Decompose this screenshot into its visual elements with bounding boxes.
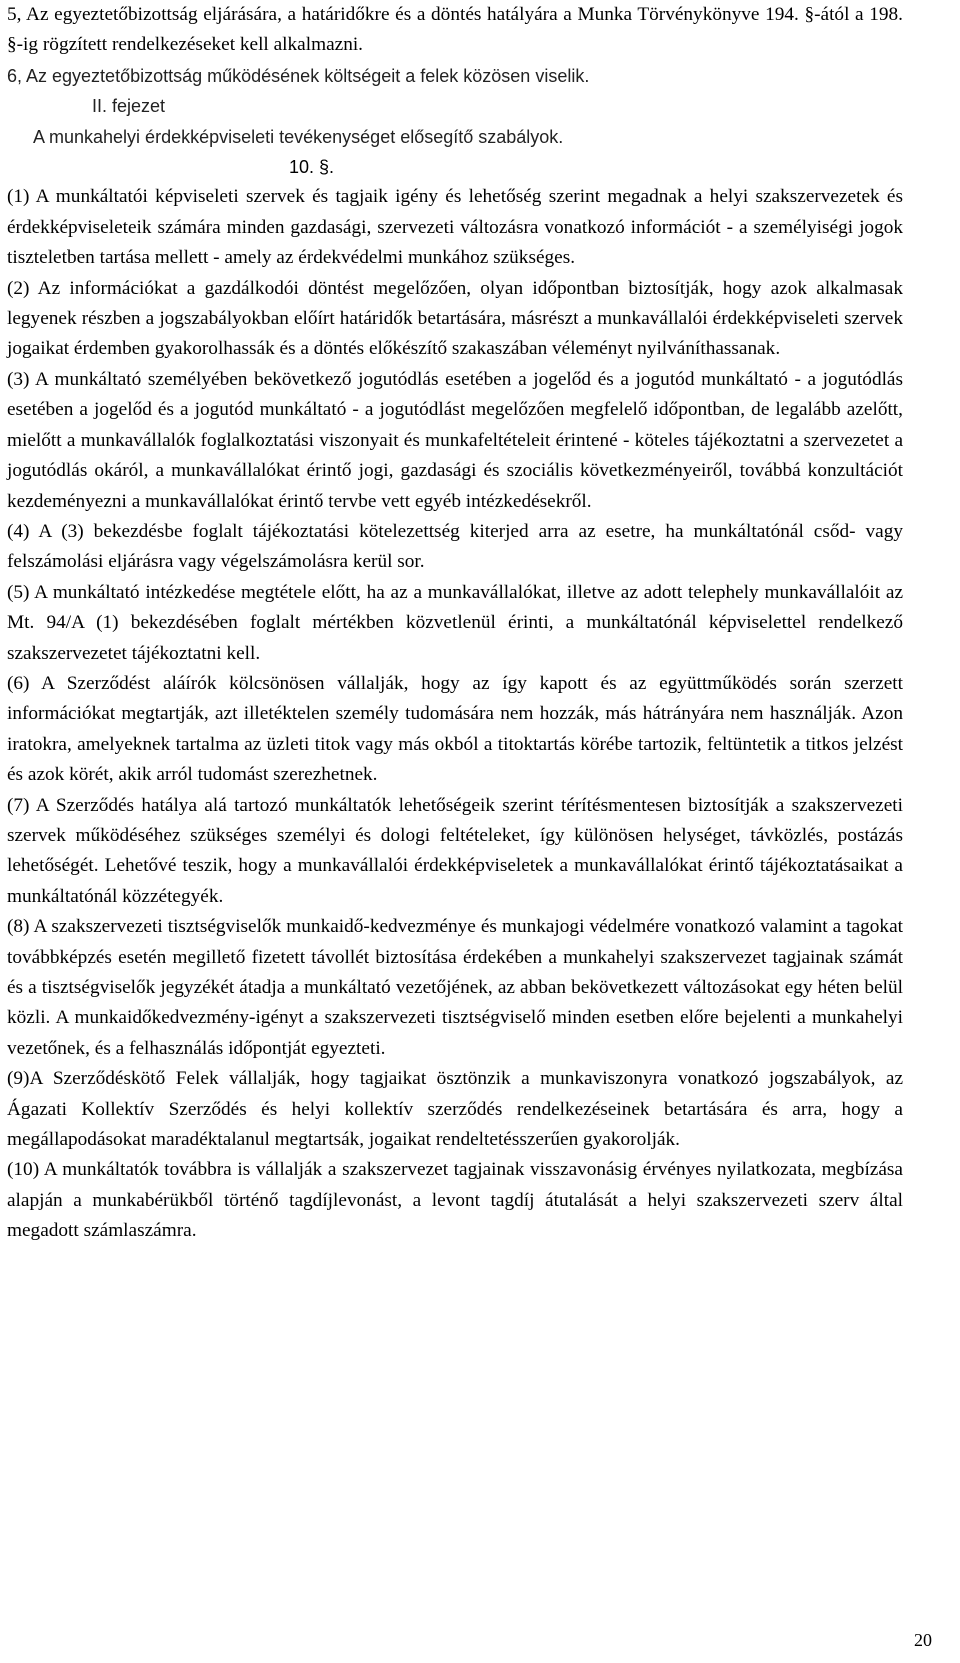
chapter-heading: II. fejezet <box>92 96 166 117</box>
paragraph-2: (2) Az információkat a gazdálkodói döntést megelőzően, olyan időpontban biztosítják, hogy azok alkalmasak legyenek részben a jogszabályokban előírt határidők betartására, másrészt a munkavállalói érdekképviseleti szervek jogaikat érdemben gyakorolhassák és a döntés előkészítő szakaszában véleményt nyilváníthassanak. <box>7 277 903 360</box>
paragraph-8: (8) A szakszervezeti tisztségviselők munkaidő-kedvezménye és munkajogi védelmére vonatkozó valamint a tagokat továbbképzés esetén megillető fizetett távollét biztosítása érdekében a munkahelyi szakszervezet tagjainak számát és a tisztségviselők jegyzékét átadja a munkáltató vezetőjének, az abban bekövetkezett változásokat egy héten belül közli. A munkaidőkedvezmény-igényt a szakszervezeti tisztségviselő minden esetben előre bejelenti a munkahelyi vezetőnek, és a felhasználás időpontját egyezteti. <box>7 916 903 1059</box>
paragraph-5: (5) A munkáltató intézkedése megtétele előtt, ha az a munkavállalókat, illetve az adott telephely munkavállalóit az Mt. 94/A (1) bekezdésében foglalt mértékben közvetlenül érinti, a munkáltatónál képviselettel rendelkező szakszervezetet tájékoztatni kell. <box>7 581 903 664</box>
paragraph-4: (4) A (3) bekezdésbe foglalt tájékoztatási kötelezettség kiterjed arra az esetre, ha munkáltatónál csőd- vagy felszámolási eljárásra vagy végelszámolásra kerül sor. <box>7 520 903 573</box>
paragraph-10: (10) A munkáltatók továbbra is vállalják a szakszervezet tagjainak visszavonásig érvényes nyilatkozata, megbízása alapján a munkabérükből történő tagdíjlevonást, a levont tagdíj átutalását a helyi szakszervezeti szerv által megadott számlaszámra. <box>7 1159 903 1242</box>
list-item-5: 5, Az egyeztetőbizottság eljárására, a határidőkre és a döntés hatályára a Munka Törvénykönyve 194. §-ától a 198. §-ig rögzített rendelkezéseket kell alkalmazni. <box>7 4 903 56</box>
paragraph-3: (3) A munkáltató személyében bekövetkező jogutódlás esetében a jogelőd és a jogutód munkáltató - a jogutódlás esetében a jogelőd és a jogutód munkáltató - a jogutódlást megelőzően megfelelő időpontban, de legalább azelőtt, mielőtt a munkavállalók foglalkoztatási viszonyait és munkafeltételeit érintené - köteles tájékoztatni a szervezetet a jogutódlás okáról, a munkavállalókat érintő jogi, gazdasági és szociális következményeiről, továbbá konzultációt kezdeményezni a munkavállalókat érintő tervbe vett egyéb intézkedésekről. <box>7 368 903 512</box>
chapter-title: A munkahelyi érdekképviseleti tevékenységet elősegítő szabályok. <box>33 126 564 147</box>
paragraph-7: (7) A Szerződés hatálya alá tartozó munkáltatók lehetőségeik szerint térítésmentesen biztosítják a szakszervezeti szervek működéséhez szükséges személyi és dologi feltételeket, így különösen helységet, távközlés, postázás lehetőségét. Lehetővé teszik, hogy a munkavállalói érdekképviseletek a munkavállalókat érintő tájékoztatásaikat a munkáltatónál közzétegyék. <box>7 794 903 907</box>
paragraph-9: (9)A Szerződéskötő Felek vállalják, hogy tagjaikat ösztönzik a munkaviszonyra vonatkozó jogszabályok, az Ágazati Kollektív Szerződés és helyi kollektív szerződés rendelkezéseinek betartására és arra, hogy a megállapodásokat maradéktalanul megtartsák, jogaikat rendeltetésszerűen gyakorolják. <box>7 1068 903 1151</box>
paragraph-6: (6) A Szerződést aláírók kölcsönösen vállalják, hogy az így kapott és az együttműködés során szerzett információkat megtartják, azt illetéktelen személy tudomására nem hozzák, más hátrányára nem használják. Azon iratokra, amelyeknek tartalma az üzleti titok vagy más okból a titoktartás körébe tartozik, feltüntetik a titkos jelzést és azok körét, akik arról tudomást szerezhetnek. <box>7 672 903 786</box>
page-number: 20 <box>914 1630 932 1650</box>
section-heading: 10. §. <box>289 157 335 178</box>
paragraph-1: (1) A munkáltatói képviseleti szervek és tagjaik igény és lehetőség szerint megadnak a helyi szakszervezetek és érdekképviseleteik számára minden gazdasági, szervezeti változásra vonatkozó információt - a személyiségi jogok tiszteletben tartása mellett - amely az érdekvédelmi munkához szükséges. <box>7 186 903 269</box>
list-item-6: 6, Az egyeztetőbizottság működésének költségeit a felek közösen viselik. <box>7 65 590 86</box>
document-body <box>7 0 903 1247</box>
